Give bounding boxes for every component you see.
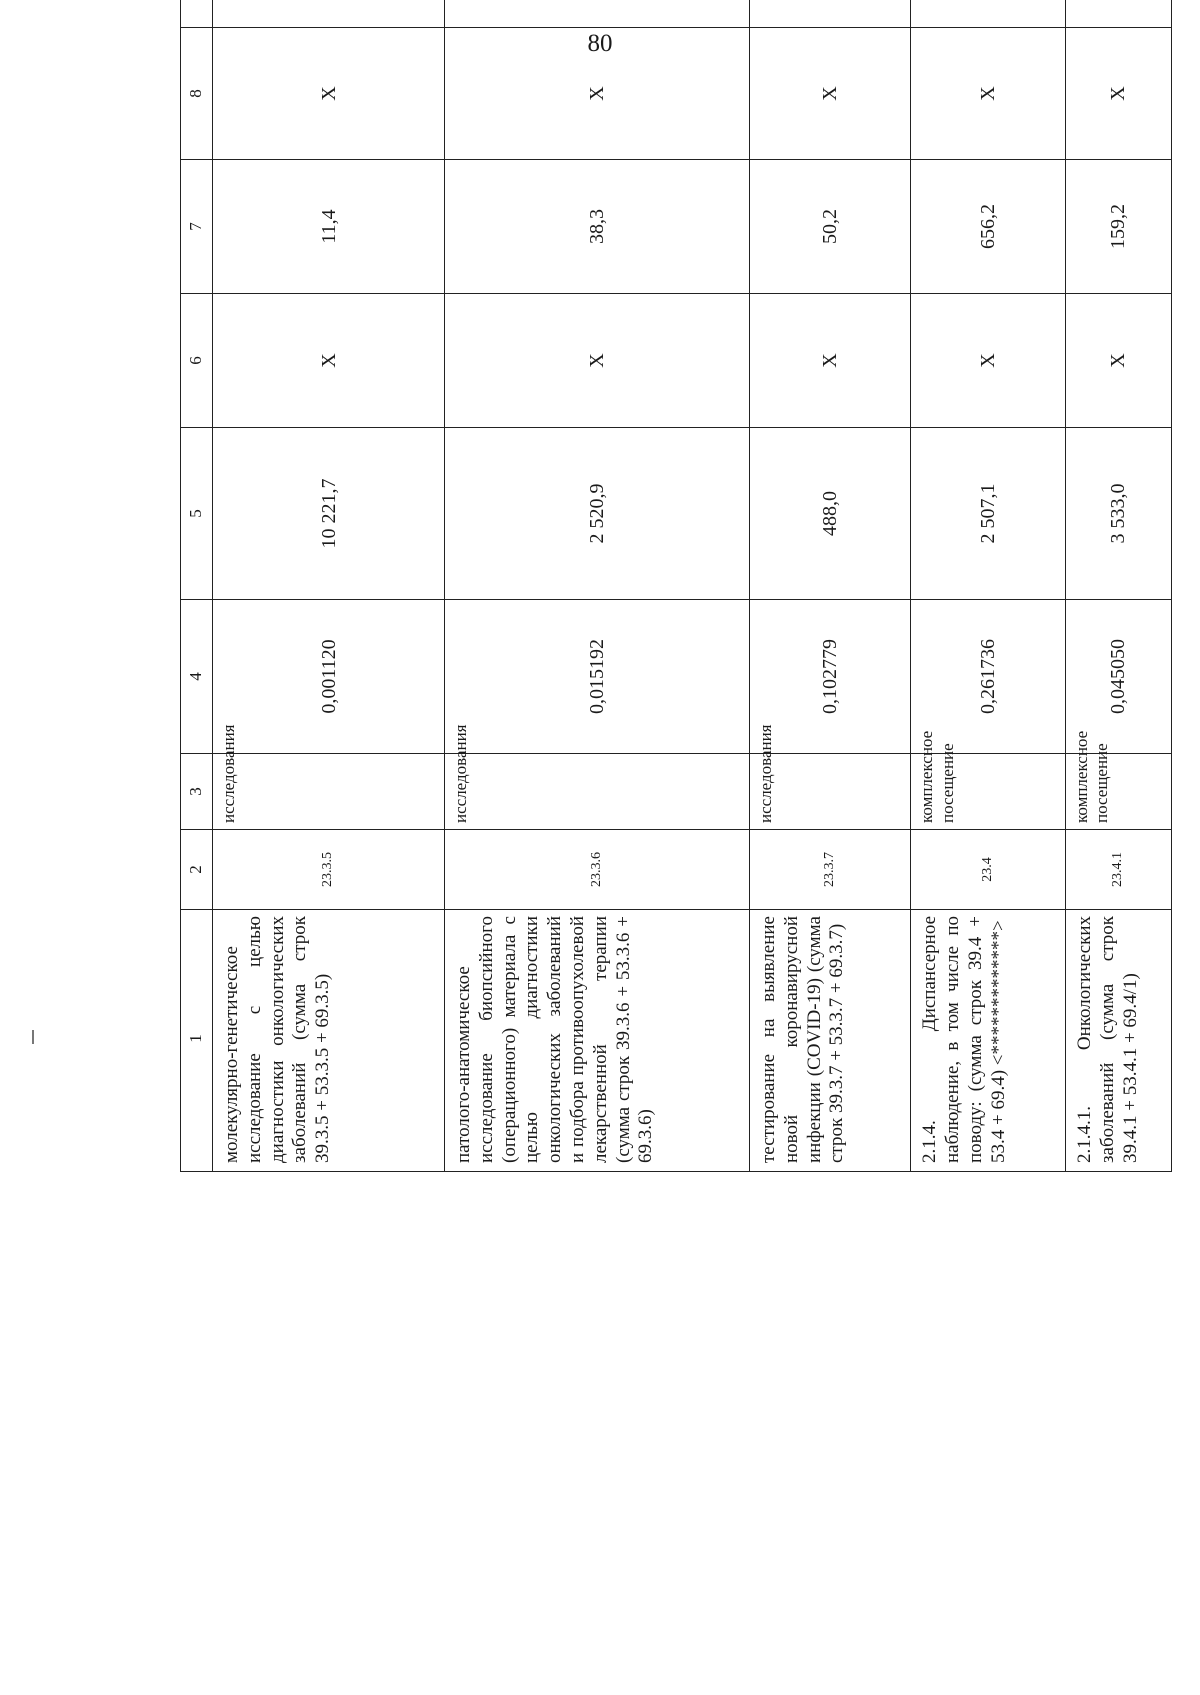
row-unit: комплексное посещение: [911, 754, 1066, 830]
cell-col-6: X: [445, 294, 750, 428]
cell-col-6: X: [749, 294, 910, 428]
cell-col-9: [1065, 0, 1171, 28]
cell-col-5: 488,0: [749, 428, 910, 600]
row-code: 23.4: [911, 830, 1066, 910]
cell-col-6: X: [911, 294, 1066, 428]
cell-col-9: [213, 0, 445, 28]
column-header: 2: [181, 830, 213, 910]
rotated-table-container: [180, 86, 1172, 1172]
cell-col-7: 38,3: [445, 160, 750, 294]
cell-col-7: 50,2: [749, 160, 910, 294]
data-table: [180, 0, 1172, 1172]
row-unit: комплексное посещение: [1065, 754, 1171, 830]
row-unit: исследования: [749, 754, 910, 830]
row-description: 2.1.4. Диспансерное наблюдение, в том числе по поводу: (сумма строк 39.4 + 53.4 + 69.4) <*************>: [911, 910, 1066, 1172]
cell-col-4: 0,102779: [749, 600, 910, 754]
table-row: [749, 0, 910, 1172]
cell-col-8: X: [445, 28, 750, 160]
cell-col-5: 10 221,7: [213, 428, 445, 600]
column-header: 3: [181, 754, 213, 830]
row-description: 2.1.4.1. Онкологических заболеваний (сумма строк 39.4.1 + 53.4.1 + 69.4/1): [1065, 910, 1171, 1172]
cell-col-4: 0,045050: [1065, 600, 1171, 754]
row-code: 23.3.7: [749, 830, 910, 910]
cell-col-5: 3 533,0: [1065, 428, 1171, 600]
row-code: 23.3.5: [213, 830, 445, 910]
header-row: [181, 0, 213, 1172]
column-header: 4: [181, 600, 213, 754]
column-header: 5: [181, 428, 213, 600]
column-header: [181, 0, 213, 28]
column-header: 1: [181, 910, 213, 1172]
row-description: молекулярно-генетическое исследование с целью диагностики онкологических заболеваний (сумма строк 39.3.5 + 53.3.5 + 69.3.5): [213, 910, 445, 1172]
cell-col-6: X: [1065, 294, 1171, 428]
column-header: 8: [181, 28, 213, 160]
cell-col-6: X: [213, 294, 445, 428]
cell-col-4: 0,001120: [213, 600, 445, 754]
row-description: тестирование на выявление новой коронавирусной инфекции (COVID-19) (сумма строк 39.3.7 + 53.3.7 + 69.3.7): [749, 910, 910, 1172]
cell-col-7: 656,2: [911, 160, 1066, 294]
scan-artifact-mark: [32, 1030, 34, 1044]
table-row: [445, 0, 750, 1172]
row-description: патолого-анатомическое исследование биопсийного (операционного) материала с целью диагностики онкологических заболеваний и подбора противоопухолевой лекарственной терапии (сумма строк 39.3.6 + 53.3.6 + 69.3.6): [445, 910, 750, 1172]
cell-col-7: 159,2: [1065, 160, 1171, 294]
cell-col-8: X: [749, 28, 910, 160]
cell-col-8: X: [213, 28, 445, 160]
page-number: 80: [587, 30, 613, 57]
cell-col-5: 2 520,9: [445, 428, 750, 600]
cell-col-7: 11,4: [213, 160, 445, 294]
column-header: 7: [181, 160, 213, 294]
table-row: [1065, 0, 1171, 1172]
cell-col-9: [445, 0, 750, 28]
cell-col-9: [749, 0, 910, 28]
cell-col-4: 0,261736: [911, 600, 1066, 754]
row-code: 23.4.1: [1065, 830, 1171, 910]
column-header: 6: [181, 294, 213, 428]
cell-col-4: 0,015192: [445, 600, 750, 754]
cell-col-5: 2 507,1: [911, 428, 1066, 600]
cell-col-8: X: [1065, 28, 1171, 160]
cell-col-8: X: [911, 28, 1066, 160]
row-code: 23.3.6: [445, 830, 750, 910]
row-unit: исследования: [445, 754, 750, 830]
cell-col-9: [911, 0, 1066, 28]
table-row: [911, 0, 1066, 1172]
table-row: [213, 0, 445, 1172]
row-unit: исследования: [213, 754, 445, 830]
